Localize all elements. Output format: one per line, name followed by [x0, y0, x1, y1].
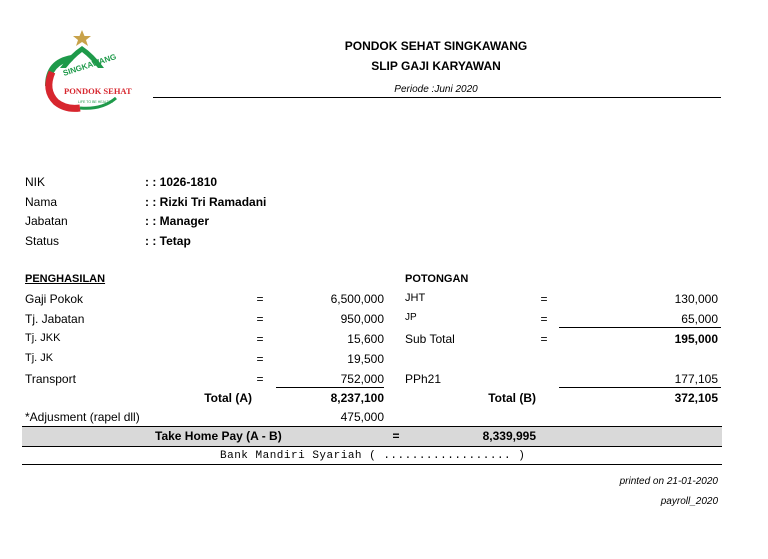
adjustment-label: *Adjusment (rapel dll): [25, 410, 140, 424]
logo-line2: PONDOK SEHAT: [64, 86, 132, 96]
deduction-value: 65,000: [681, 312, 718, 326]
bank-divider: [22, 464, 722, 465]
deduction-total-label: Total (B): [488, 391, 536, 405]
income-total-rule: [276, 387, 384, 388]
logo-line3: LIFE TO BE HEALTHY: [78, 100, 114, 104]
deduction-value: 130,000: [674, 292, 718, 306]
nik-label: NIK: [25, 175, 46, 189]
income-label: Tj. Jabatan: [25, 312, 85, 326]
deduction-label: JP: [405, 312, 417, 323]
header-divider: [153, 97, 721, 98]
income-label: Transport: [25, 372, 76, 386]
printed-date: printed on 21-01-2020: [619, 476, 718, 487]
take-home-label: Take Home Pay (A - B): [155, 429, 282, 443]
nik-value: : : 1026-1810: [145, 175, 218, 189]
income-value: 15,600: [347, 332, 384, 346]
income-value: 752,000: [340, 372, 384, 386]
income-eq: =: [256, 332, 264, 346]
income-label: Gaji Pokok: [25, 292, 84, 306]
income-total-label: Total (A): [204, 391, 252, 405]
jabatan-value: : : Manager: [145, 214, 210, 228]
income-eq: =: [256, 292, 264, 306]
adjustment-value: 475,000: [340, 410, 384, 424]
deduction-total-value: 372,105: [674, 391, 718, 405]
subtotal-label: Sub Total: [405, 332, 455, 346]
jabatan-label: Jabatan: [25, 214, 68, 228]
status-value: : : Tetap: [145, 234, 191, 248]
income-heading: PENGHASILAN: [25, 273, 106, 285]
deduction-label: JHT: [405, 292, 426, 304]
income-eq: =: [256, 352, 264, 366]
company-name: PONDOK SEHAT SINGKAWANG: [344, 39, 528, 53]
income-total-value: 8,237,100: [330, 391, 384, 405]
subtotal-eq: =: [540, 332, 548, 346]
income-value: 19,500: [347, 352, 384, 366]
subtotal-rule: [559, 327, 721, 328]
nama-value: : : Rizki Tri Ramadani: [145, 195, 267, 209]
period: Periode :Juni 2020: [394, 84, 478, 95]
logo-line1: SINGKAWANG: [61, 52, 118, 78]
document-ref: payroll_2020: [660, 496, 718, 507]
deduction-heading: POTONGAN: [405, 273, 469, 285]
nama-label: Nama: [25, 195, 58, 209]
income-eq: =: [256, 372, 264, 386]
income-eq: =: [256, 312, 264, 326]
subtotal-value: 195,000: [674, 332, 718, 346]
status-label: Status: [25, 234, 60, 248]
pph21-value: 177,105: [674, 372, 718, 386]
document-title: SLIP GAJI KARYAWAN: [371, 59, 501, 73]
income-value: 950,000: [340, 312, 384, 326]
take-home-value: 8,339,995: [482, 429, 536, 443]
deduction-eq: =: [540, 312, 548, 326]
take-home-eq: =: [392, 429, 400, 443]
income-label: Tj. JKK: [25, 332, 61, 344]
deduction-total-rule: [559, 387, 721, 388]
income-value: 6,500,000: [330, 292, 384, 306]
income-label: Tj. JK: [25, 352, 54, 364]
pph21-label: PPh21: [405, 372, 442, 386]
deduction-eq: =: [540, 292, 548, 306]
company-logo: [40, 28, 132, 114]
bank-info: Bank Mandiri Syariah ( .................. ): [220, 450, 526, 462]
take-home-pay-bar: [22, 426, 722, 447]
